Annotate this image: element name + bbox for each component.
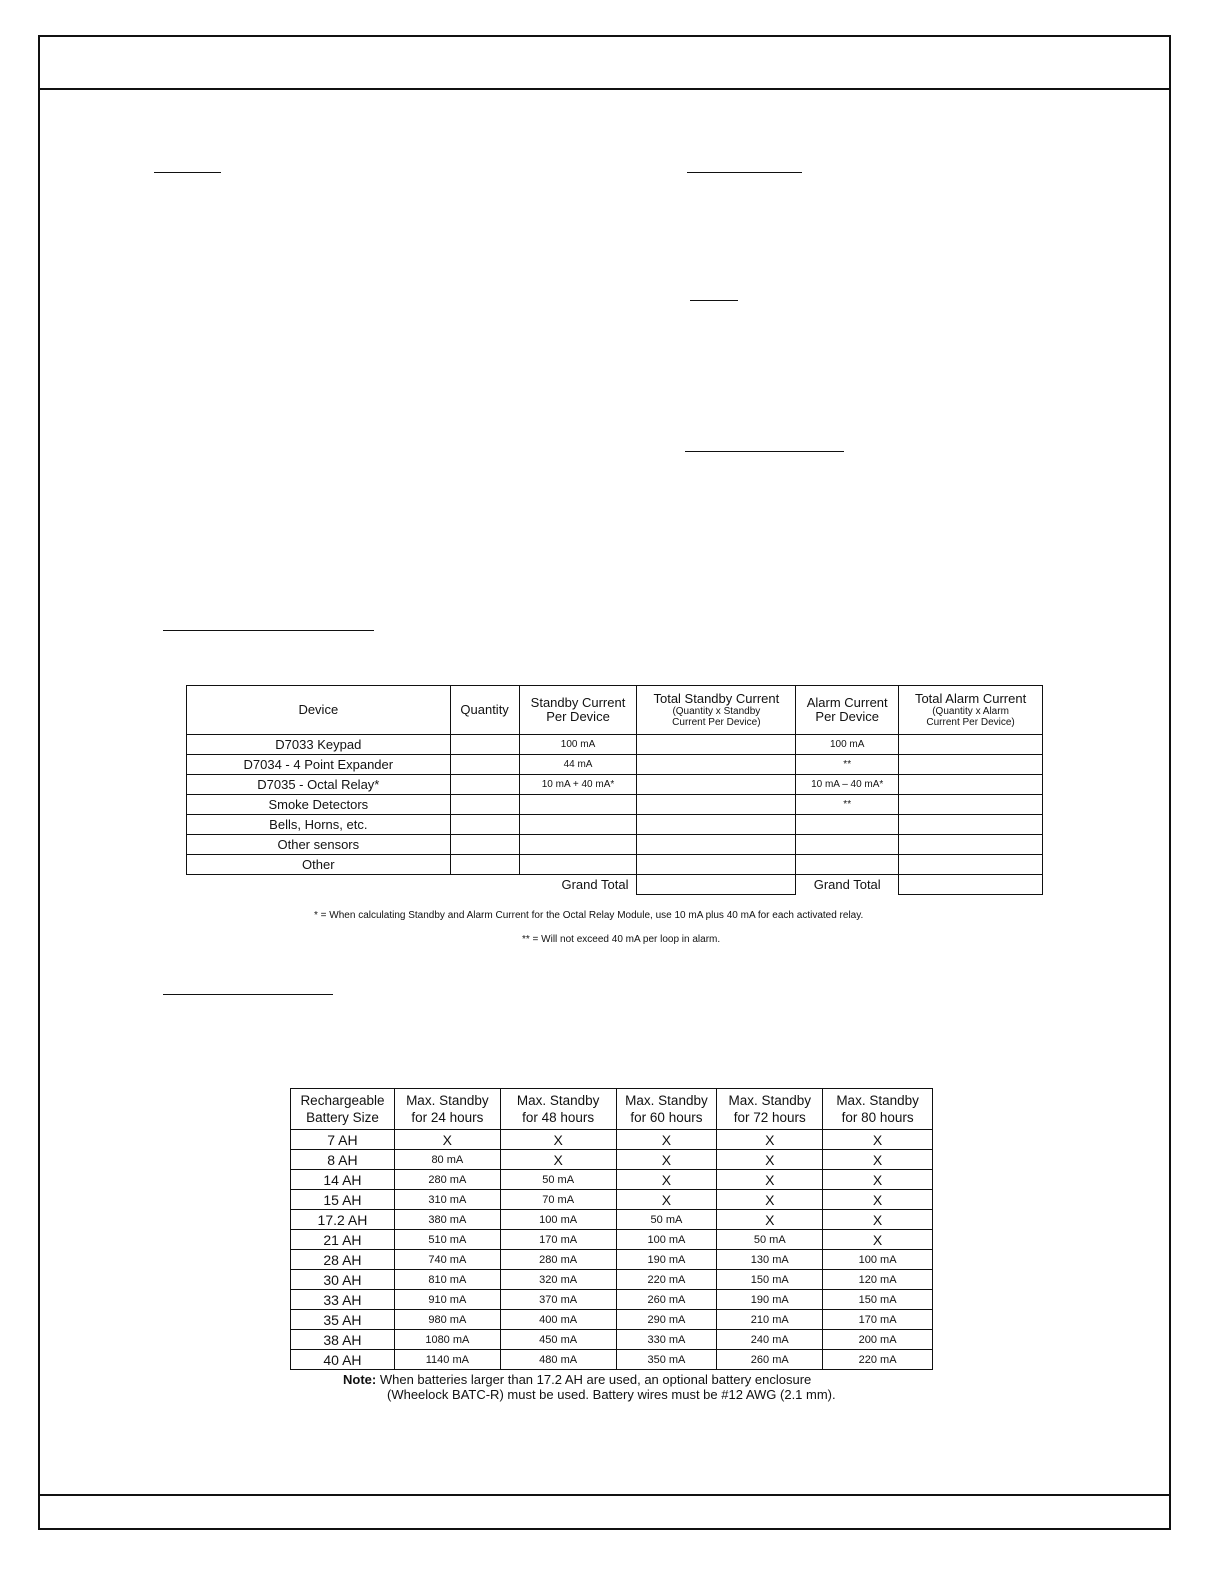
battery-size-cell: 40 AH (291, 1350, 395, 1370)
max-standby-cell: 290 mA (616, 1310, 717, 1330)
power-requirements-table (186, 685, 1043, 895)
alarm-value (796, 835, 899, 855)
total-alarm-cell (899, 815, 1043, 835)
max-standby-cell: 50 mA (500, 1170, 616, 1190)
not-available-cell: X (823, 1190, 933, 1210)
total-alarm-cell (899, 775, 1043, 795)
max-standby-cell: 260 mA (616, 1290, 717, 1310)
not-available-cell: X (823, 1150, 933, 1170)
grand-total-label: Grand Total (796, 875, 899, 895)
standby-value: 10 mA + 40 mA* (519, 775, 637, 795)
total-alarm-cell (899, 795, 1043, 815)
header-subtext: Current Per Device) (672, 717, 761, 728)
total-alarm-cell (899, 755, 1043, 775)
header-total-standby (637, 686, 796, 735)
table-row (187, 855, 1043, 875)
max-standby-cell: 240 mA (717, 1330, 823, 1350)
alarm-value (796, 855, 899, 875)
max-standby-cell: 100 mA (500, 1210, 616, 1230)
table-row (291, 1290, 933, 1310)
max-standby-cell: 740 mA (394, 1250, 500, 1270)
not-available-cell: X (823, 1210, 933, 1230)
table-row (291, 1170, 933, 1190)
standby-value (519, 835, 637, 855)
header-text: Total Alarm Current (914, 691, 1027, 706)
grand-total-row (187, 875, 1043, 895)
standby-value: 44 mA (519, 755, 637, 775)
quantity-cell (450, 775, 519, 795)
heading-underline-2 (687, 172, 802, 173)
header-text: Total Standby Current (653, 691, 780, 706)
max-standby-cell: 1140 mA (394, 1350, 500, 1370)
header-text: for 80 hours (841, 1110, 914, 1125)
grand-total-alarm-cell (899, 875, 1043, 895)
standby-value: 100 mA (519, 735, 637, 755)
device-name: D7034 - 4 Point Expander (187, 755, 451, 775)
header-battery-size (291, 1089, 395, 1130)
max-standby-cell: 200 mA (823, 1330, 933, 1350)
header-text: Max. Standby (625, 1093, 708, 1108)
max-standby-cell: 260 mA (717, 1350, 823, 1370)
max-standby-cell: 100 mA (823, 1250, 933, 1270)
table-row (187, 815, 1043, 835)
total-standby-cell (637, 855, 796, 875)
battery-standby-table (290, 1088, 933, 1370)
header-80-hours (823, 1089, 933, 1130)
header-text: Max. Standby (406, 1093, 489, 1108)
standby-value (519, 795, 637, 815)
max-standby-cell: 350 mA (616, 1350, 717, 1370)
not-available-cell: X (717, 1130, 823, 1150)
not-available-cell: X (717, 1210, 823, 1230)
alarm-value: ** (796, 795, 899, 815)
battery-size-cell: 15 AH (291, 1190, 395, 1210)
max-standby-cell: 170 mA (823, 1310, 933, 1330)
max-standby-cell: 370 mA (500, 1290, 616, 1310)
max-standby-cell: 980 mA (394, 1310, 500, 1330)
heading-underline-6 (163, 994, 333, 995)
quantity-cell (450, 755, 519, 775)
header-text: for 48 hours (522, 1110, 595, 1125)
total-standby-cell (637, 815, 796, 835)
table-row (291, 1190, 933, 1210)
max-standby-cell: 120 mA (823, 1270, 933, 1290)
table-row (291, 1230, 933, 1250)
standby-value (519, 815, 637, 835)
not-available-cell: X (500, 1130, 616, 1150)
header-text: for 24 hours (411, 1110, 484, 1125)
total-standby-cell (637, 795, 796, 815)
quantity-cell (450, 835, 519, 855)
not-available-cell: X (616, 1170, 717, 1190)
table-row (291, 1270, 933, 1290)
total-standby-cell (637, 755, 796, 775)
heading-underline-4 (685, 451, 844, 452)
power-table-header (187, 686, 1043, 735)
header-text: Battery Size (306, 1110, 379, 1125)
max-standby-cell: 280 mA (394, 1170, 500, 1190)
battery-size-cell: 7 AH (291, 1130, 395, 1150)
max-standby-cell: 310 mA (394, 1190, 500, 1210)
quantity-cell (450, 815, 519, 835)
header-text: for 72 hours (733, 1110, 806, 1125)
header-text: Per Device (546, 709, 610, 724)
table-row (187, 755, 1043, 775)
standby-value (519, 855, 637, 875)
header-subtext: Current Per Device) (926, 717, 1015, 728)
quantity-cell (450, 735, 519, 755)
battery-table-header (291, 1089, 933, 1130)
max-standby-cell: 450 mA (500, 1330, 616, 1350)
not-available-cell: X (394, 1130, 500, 1150)
header-text: Max. Standby (836, 1093, 919, 1108)
quantity-cell (450, 855, 519, 875)
quantity-cell (450, 795, 519, 815)
max-standby-cell: 1080 mA (394, 1330, 500, 1350)
table-row (291, 1250, 933, 1270)
blank-cell (187, 875, 451, 895)
header-text: Per Device (815, 709, 879, 724)
header-subtext: (Quantity x Standby (672, 706, 761, 717)
max-standby-cell: 330 mA (616, 1330, 717, 1350)
not-available-cell: X (717, 1190, 823, 1210)
battery-size-cell: 38 AH (291, 1330, 395, 1350)
battery-size-cell: 35 AH (291, 1310, 395, 1330)
header-total-alarm (899, 686, 1043, 735)
total-alarm-cell (899, 835, 1043, 855)
heading-underline-3 (690, 300, 738, 301)
header-text: Alarm Current (806, 695, 888, 710)
max-standby-cell: 190 mA (616, 1250, 717, 1270)
battery-note (343, 1372, 836, 1402)
alarm-value: 100 mA (796, 735, 899, 755)
not-available-cell: X (616, 1130, 717, 1150)
total-alarm-cell (899, 735, 1043, 755)
table-row (291, 1310, 933, 1330)
not-available-cell: X (717, 1170, 823, 1190)
max-standby-cell: 480 mA (500, 1350, 616, 1370)
table-row (291, 1150, 933, 1170)
max-standby-cell: 280 mA (500, 1250, 616, 1270)
header-text: Rechargeable (300, 1093, 385, 1108)
table-row (187, 795, 1043, 815)
battery-size-cell: 28 AH (291, 1250, 395, 1270)
total-standby-cell (637, 775, 796, 795)
header-60-hours (616, 1089, 717, 1130)
table-row (291, 1350, 933, 1370)
header-text: Max. Standby (516, 1093, 600, 1108)
header-72-hours (717, 1089, 823, 1130)
max-standby-cell: 130 mA (717, 1250, 823, 1270)
not-available-cell: X (616, 1190, 717, 1210)
table-row (291, 1130, 933, 1150)
note-label: Note: (343, 1372, 377, 1387)
device-name: Other sensors (187, 835, 451, 855)
header-device: Device (187, 686, 451, 735)
header-24-hours (394, 1089, 500, 1130)
heading-underline-1 (154, 172, 221, 173)
not-available-cell: X (823, 1170, 933, 1190)
heading-underline-5 (163, 630, 374, 631)
header-subtext: (Quantity x Alarm (932, 706, 1009, 717)
max-standby-cell: 170 mA (500, 1230, 616, 1250)
not-available-cell: X (823, 1130, 933, 1150)
grand-total-label: Grand Total (561, 877, 629, 893)
battery-size-cell: 8 AH (291, 1150, 395, 1170)
max-standby-cell: 190 mA (717, 1290, 823, 1310)
battery-size-cell: 33 AH (291, 1290, 395, 1310)
table-row (187, 735, 1043, 755)
device-name: Other (187, 855, 451, 875)
not-available-cell: X (823, 1230, 933, 1250)
not-available-cell: X (616, 1150, 717, 1170)
not-available-cell: X (717, 1150, 823, 1170)
battery-size-cell: 14 AH (291, 1170, 395, 1190)
max-standby-cell: 50 mA (616, 1210, 717, 1230)
max-standby-cell: 810 mA (394, 1270, 500, 1290)
total-alarm-cell (899, 855, 1043, 875)
header-alarm-current (796, 686, 899, 735)
battery-size-cell: 21 AH (291, 1230, 395, 1250)
note-line-2: (Wheelock BATC-R) must be used. Battery wires must be #12 AWG (2.1 mm). (387, 1387, 836, 1402)
header-48-hours (500, 1089, 616, 1130)
battery-size-cell: 17.2 AH (291, 1210, 395, 1230)
max-standby-cell: 400 mA (500, 1310, 616, 1330)
max-standby-cell: 510 mA (394, 1230, 500, 1250)
header-rule (38, 88, 1171, 90)
footnote-octal-relay: * = When calculating Standby and Alarm Current for the Octal Relay Module, use 10 mA plus 40 mA for each activated relay. (314, 910, 864, 921)
max-standby-cell: 210 mA (717, 1310, 823, 1330)
header-standby-current (519, 686, 637, 735)
header-quantity: Quantity (450, 686, 519, 735)
battery-table-body (291, 1130, 933, 1370)
table-row (291, 1210, 933, 1230)
header-text: Standby Current (530, 695, 626, 710)
header-text: for 60 hours (630, 1110, 703, 1125)
max-standby-cell: 150 mA (717, 1270, 823, 1290)
alarm-value (796, 815, 899, 835)
max-standby-cell: 220 mA (823, 1350, 933, 1370)
note-line-1: When batteries larger than 17.2 AH are used, an optional battery enclosure (379, 1372, 812, 1387)
table-row (187, 835, 1043, 855)
alarm-value: ** (796, 755, 899, 775)
header-text: Max. Standby (728, 1093, 812, 1108)
max-standby-cell: 100 mA (616, 1230, 717, 1250)
footer-rule (38, 1494, 1171, 1496)
total-standby-cell (637, 835, 796, 855)
max-standby-cell: 50 mA (717, 1230, 823, 1250)
device-name: Smoke Detectors (187, 795, 451, 815)
device-name: D7033 Keypad (187, 735, 451, 755)
total-standby-cell (637, 735, 796, 755)
battery-size-cell: 30 AH (291, 1270, 395, 1290)
max-standby-cell: 70 mA (500, 1190, 616, 1210)
max-standby-cell: 380 mA (394, 1210, 500, 1230)
table-row (187, 775, 1043, 795)
device-name: Bells, Horns, etc. (187, 815, 451, 835)
max-standby-cell: 80 mA (394, 1150, 500, 1170)
max-standby-cell: 220 mA (616, 1270, 717, 1290)
not-available-cell: X (500, 1150, 616, 1170)
max-standby-cell: 150 mA (823, 1290, 933, 1310)
grand-total-standby-cell (637, 875, 796, 895)
footnote-loop-alarm: ** = Will not exceed 40 mA per loop in alarm. (522, 934, 721, 945)
table-row (291, 1330, 933, 1350)
alarm-value: 10 mA – 40 mA* (796, 775, 899, 795)
max-standby-cell: 910 mA (394, 1290, 500, 1310)
max-standby-cell: 320 mA (500, 1270, 616, 1290)
device-name: D7035 - Octal Relay* (187, 775, 451, 795)
